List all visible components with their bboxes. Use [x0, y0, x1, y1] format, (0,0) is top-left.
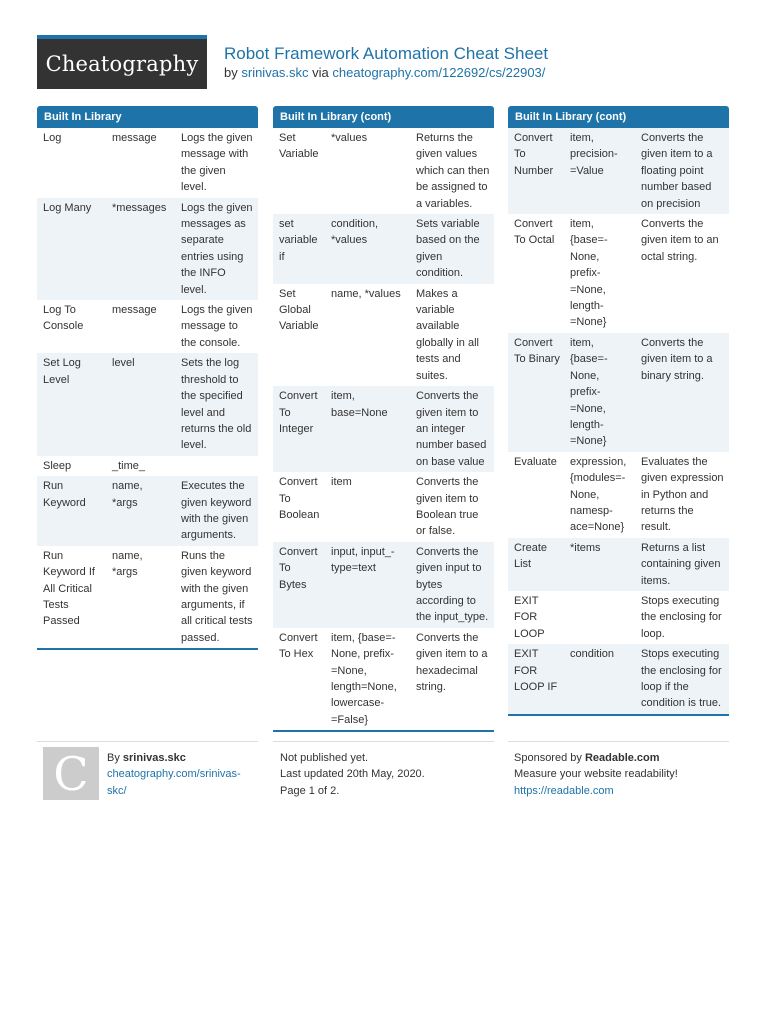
sponsor-line: [514, 750, 726, 766]
keyword-cell: EXIT FOR LOOP: [514, 594, 545, 640]
args-cell: [564, 593, 635, 642]
footer-author-name: srinivas.skc: [122, 752, 186, 764]
keyword-cell: Convert To Integer: [279, 390, 318, 435]
args-cell: message: [112, 132, 157, 144]
footer-author-line: [107, 750, 257, 766]
author-link[interactable]: srinivas.skc: [241, 65, 309, 80]
description-cell: Converts the given input to bytes according to the input_type.: [416, 545, 489, 624]
args-cell: name, *values: [331, 287, 401, 300]
keyword-cell: Set Variable: [279, 132, 319, 161]
args-cell: *values: [331, 132, 368, 144]
footer-author-link[interactable]: cheatography.com/srinivas-skc/: [107, 768, 241, 797]
args-cell: item: [331, 476, 352, 489]
table-row: [508, 333, 729, 452]
table-row: [37, 198, 258, 300]
keyword-cell: Set Global Variable: [279, 287, 319, 333]
keyword-cell: Convert To Boolean: [279, 476, 320, 521]
sheet-url-link[interactable]: cheatography.com/122692/cs/22903/: [332, 65, 546, 80]
page-count-text: Page 1 of 2.: [280, 784, 340, 797]
table-row: [508, 591, 729, 644]
table-row: [37, 353, 258, 455]
sponsor-name: Readable.com: [584, 752, 660, 764]
last-updated-text: Last updated 20th May, 2020.: [280, 768, 425, 781]
table-row: [37, 456, 258, 476]
footer-author: [107, 750, 257, 799]
keyword-cell: EXIT FOR LOOP IF: [514, 648, 558, 693]
keyword-cell: Evaluate: [514, 455, 557, 468]
column-built-in-library: [37, 106, 258, 650]
description-cell: Evaluates the given expression in Python and returns the result.: [641, 455, 724, 534]
column-built-in-library-cont-2: [508, 106, 729, 716]
footer-divider: [508, 741, 729, 742]
column-header: Built In Library (cont): [273, 106, 494, 128]
keyword-cell: Run Keyword If All Critical Tests Passed: [43, 549, 95, 628]
byline-via: via: [312, 65, 329, 80]
args-cell: name, *args: [112, 549, 143, 579]
description-cell: Converts the given item to Boolean true or false.: [416, 476, 479, 538]
table-row: [273, 542, 494, 628]
table-row: [37, 546, 258, 648]
args-cell: condition: [570, 648, 615, 661]
description-cell: Returns the given values which can then be assigned to a variables.: [416, 132, 490, 210]
keyword-cell: set variable if: [279, 218, 318, 263]
column-header: Built In Library (cont): [508, 106, 729, 128]
keyword-cell: Convert To Hex: [279, 631, 318, 661]
keyword-cell: Set Log Level: [43, 357, 81, 386]
args-cell: item, {base=-None, prefix-=None, length-=None}: [570, 336, 608, 448]
description-cell: Stops executing the enclosing for loop if the condition is true.: [641, 648, 722, 710]
args-cell: _time_: [112, 459, 146, 472]
description-cell: Sets variable based on the given condition.: [416, 218, 480, 280]
author-avatar[interactable]: [43, 747, 99, 800]
keyword-cell: Log Many: [43, 201, 92, 214]
page-title: Robot Framework Automation Cheat Sheet: [224, 44, 549, 63]
args-cell: expression, {modules=-None, namesp-ace=None}: [570, 455, 627, 534]
table-row: [508, 128, 729, 214]
avatar-letter: C: [53, 746, 89, 801]
keyword-cell: Convert To Octal: [514, 218, 555, 247]
sponsored-by-label: Sponsored by: [514, 752, 582, 764]
table-row: [273, 128, 494, 214]
description-cell: Converts the given item to a hexadecimal string.: [416, 631, 488, 693]
footer-publish-info: [280, 750, 490, 799]
description-cell: Logs the given message to the console.: [181, 304, 253, 349]
keyword-cell: Log To Console: [43, 304, 84, 333]
args-cell: item, {base=-None, prefix-=None, length-=None}: [570, 218, 608, 329]
table-row: [273, 472, 494, 542]
table-row: [273, 214, 494, 284]
table-row: [508, 214, 729, 333]
description-cell: Returns a list containing given items.: [641, 541, 721, 587]
footer-divider: [37, 741, 258, 742]
table-row: [273, 628, 494, 730]
table-row: [37, 476, 258, 546]
keyword-cell: Sleep: [43, 459, 72, 472]
table-row: [273, 284, 494, 386]
cheatography-logo[interactable]: [37, 35, 207, 89]
column-bottom-rule: [273, 730, 494, 732]
args-cell: level: [112, 357, 135, 370]
footer-divider: [273, 741, 494, 742]
footer-by-label: By: [107, 752, 120, 764]
table-row: [508, 538, 729, 591]
column-bottom-rule: [508, 714, 729, 716]
description-cell: Sets the log threshold to the specified level and returns the old level.: [181, 357, 252, 452]
args-cell: *messages: [112, 201, 167, 214]
table-row: [37, 300, 258, 353]
sponsor-tagline: Measure your website readability!: [514, 768, 678, 781]
table-row: [273, 386, 494, 472]
description-cell: Makes a variable available globally in all tests and suites.: [416, 287, 479, 382]
keyword-cell: Log: [43, 132, 62, 144]
description-cell: Logs the given messages as separate entries using the INFO level.: [181, 201, 253, 296]
table-row: [37, 128, 258, 198]
column-built-in-library-cont: [273, 106, 494, 732]
args-cell: item, {base=-None, prefix-=None, length=None, lowercase-=False}: [331, 631, 397, 726]
byline: [224, 65, 545, 80]
keyword-cell: Convert To Number: [514, 132, 554, 177]
description-cell: [175, 458, 258, 474]
keyword-cell: Run Keyword: [43, 480, 86, 509]
sponsor-link[interactable]: https://readable.com: [514, 784, 614, 797]
args-cell: message: [112, 304, 157, 317]
keyword-cell: Convert To Binary: [514, 336, 560, 366]
column-header: Built In Library: [37, 106, 258, 128]
logo-text: Cheatography: [45, 52, 199, 76]
keyword-cell: Convert To Bytes: [279, 545, 318, 591]
table-row: [508, 644, 729, 714]
description-cell: Converts the given item to a floating point number based on precision: [641, 132, 713, 210]
args-cell: input, input_-type=text: [331, 545, 395, 575]
description-cell: Runs the given keyword with the given arguments, if all critical tests passed.: [181, 549, 253, 644]
args-cell: *items: [570, 541, 601, 554]
table-row: [508, 452, 729, 538]
keyword-cell: Create List: [514, 541, 548, 571]
description-cell: Converts the given item to an octal string.: [641, 218, 719, 263]
footer-sponsor: [514, 750, 726, 799]
description-cell: Stops executing the enclosing for loop.: [641, 594, 722, 640]
column-bottom-rule: [37, 648, 258, 650]
description-cell: Converts the given item to a binary string.: [641, 336, 713, 382]
args-cell: item, precision-=Value: [570, 132, 618, 177]
not-published-text: Not published yet.: [280, 752, 369, 764]
byline-prefix: by: [224, 65, 238, 80]
args-cell: condition, *values: [331, 218, 379, 247]
description-cell: Converts the given item to an integer number based on base value: [416, 390, 487, 468]
description-cell: Logs the given message with the given level.: [181, 132, 253, 194]
args-cell: item, base=None: [331, 390, 388, 419]
description-cell: Executes the given keyword with the given arguments.: [181, 480, 252, 542]
args-cell: name, *args: [112, 480, 143, 509]
